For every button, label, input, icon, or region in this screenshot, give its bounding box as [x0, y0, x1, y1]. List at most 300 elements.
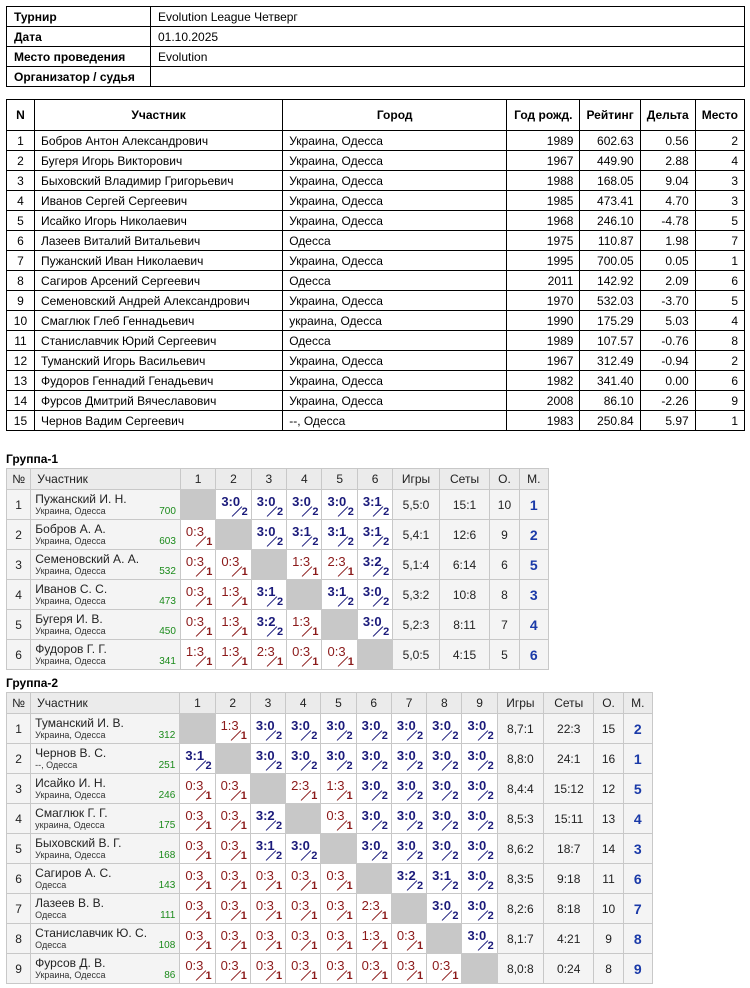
match-score: 3:0	[467, 778, 487, 793]
match-points: 1	[205, 910, 212, 922]
match-result	[321, 924, 356, 954]
match-result	[251, 490, 286, 520]
match-points: 1	[311, 910, 318, 922]
group-col-opponent: 5	[321, 693, 356, 714]
match-result	[286, 864, 321, 894]
match-points: 1	[275, 910, 283, 922]
match-result	[391, 804, 426, 834]
participant-delta: 0.00	[640, 371, 695, 391]
participant-city: Украина, Одесса	[283, 191, 507, 211]
group-col-opponent: 9	[462, 693, 497, 714]
match-points: 1	[205, 790, 212, 802]
match-result	[357, 490, 392, 520]
participant-name: Туманский Игорь Васильевич	[34, 351, 282, 371]
match-result	[286, 834, 321, 864]
group-player-place: 5	[519, 550, 548, 580]
group-player-points: 9	[594, 924, 623, 954]
match-score: 0:3	[221, 554, 240, 569]
participant-name: Семеновский Андрей Александрович	[34, 291, 282, 311]
match-score: 0:3	[220, 958, 239, 973]
group-col-opponent: 2	[216, 469, 251, 490]
match-score: 3:0	[467, 718, 487, 733]
match-result	[391, 834, 426, 864]
group-player-games: 5,2:3	[393, 610, 440, 640]
group-col-player: Участник	[31, 469, 181, 490]
match-points: 2	[381, 730, 388, 742]
participant-city: Украина, Одесса	[283, 211, 507, 231]
participant-name: Станиславчик Юрий Сергеевич	[34, 331, 282, 351]
match-score: 1:3	[361, 928, 380, 943]
match-score: 3:2	[255, 808, 275, 823]
group-player-sets: 6:14	[439, 550, 490, 580]
participant-name: Чернов Вадим Сергеевич	[34, 411, 282, 431]
group-player-games: 8,6:2	[497, 834, 543, 864]
match-points: 1	[381, 970, 388, 982]
group-player-row	[7, 864, 653, 894]
group-player-city: Украина, Одесса	[35, 506, 106, 516]
participant-city: Украина, Одесса	[283, 351, 507, 371]
group-player-rating: 108	[158, 940, 176, 951]
participant-row	[7, 311, 745, 331]
participant-birth-year: 1990	[507, 311, 580, 331]
match-score: 3:0	[467, 748, 487, 763]
participant-number: 11	[7, 331, 35, 351]
match-result	[286, 954, 321, 984]
match-result	[427, 714, 462, 744]
participant-birth-year: 1983	[507, 411, 580, 431]
match-score: 0:3	[327, 644, 346, 659]
match-points: 2	[383, 626, 390, 638]
match-score: 3:0	[396, 718, 416, 733]
group-col-opponent: 4	[286, 693, 321, 714]
match-points: 1	[206, 566, 213, 578]
participant-name: Бобров Антон Александрович	[34, 131, 282, 151]
group-player-number: 1	[7, 490, 31, 520]
group-player-number: 6	[7, 640, 31, 670]
info-row	[7, 7, 745, 27]
match-points: 2	[275, 730, 283, 742]
group-player-row	[7, 924, 653, 954]
match-points: 2	[312, 506, 319, 518]
match-points: 2	[487, 820, 494, 832]
match-points: 1	[240, 970, 247, 982]
group-player-name: Лазеев В. В.	[35, 896, 105, 910]
match-points: 2	[487, 940, 494, 952]
group-player-number: 2	[7, 744, 31, 774]
participant-place: 4	[695, 151, 744, 171]
participant-name: Лазеев Виталий Витальевич	[34, 231, 282, 251]
group-player-city: Украина, Одесса	[35, 970, 106, 980]
match-points: 1	[346, 880, 353, 892]
group-player-place: 9	[623, 954, 652, 984]
group-player-sets: 18:7	[544, 834, 594, 864]
match-result	[287, 640, 322, 670]
match-points: 1	[452, 970, 459, 982]
match-score: 0:3	[255, 898, 274, 913]
match-score: 3:0	[361, 778, 381, 793]
group-player-number: 3	[7, 550, 31, 580]
match-score: 0:3	[255, 958, 274, 973]
match-score: 3:1	[185, 748, 205, 763]
group-player-points: 11	[594, 864, 623, 894]
match-score: 3:0	[467, 868, 487, 883]
info-value: Evolution	[151, 47, 745, 67]
group-player-number: 9	[7, 954, 31, 984]
match-points: 2	[241, 506, 248, 518]
group-self-cell	[391, 894, 426, 924]
match-score: 2:3	[361, 898, 380, 913]
group-player-games: 5,3:2	[393, 580, 440, 610]
group-player-name: Быховский В. Г.	[35, 836, 122, 850]
participant-name: Исайко Игорь Николаевич	[34, 211, 282, 231]
participant-number: 6	[7, 231, 35, 251]
group-player-row	[7, 774, 653, 804]
participant-place: 6	[695, 371, 744, 391]
match-score: 1:3	[292, 614, 311, 629]
participant-row	[7, 371, 745, 391]
match-result	[322, 640, 357, 670]
match-result	[287, 550, 322, 580]
participant-birth-year: 1989	[507, 331, 580, 351]
participant-delta: 2.88	[640, 151, 695, 171]
group-player-number: 4	[7, 580, 31, 610]
group-player-points: 10	[490, 490, 519, 520]
match-points: 2	[346, 730, 353, 742]
group-player-row	[7, 490, 549, 520]
participant-city: украина, Одесса	[283, 311, 507, 331]
group-player-name: Бугеря И. В.	[35, 612, 103, 626]
group-player-rating: 700	[159, 506, 176, 517]
match-result	[286, 924, 321, 954]
participant-row	[7, 131, 745, 151]
group-player-points: 8	[490, 580, 519, 610]
match-score: 3:0	[256, 494, 276, 509]
group-player-city: Украина, Одесса	[35, 596, 106, 606]
participant-name: Сагиров Арсений Сергеевич	[34, 271, 282, 291]
group-player-city: Украина, Одесса	[35, 626, 106, 636]
match-points: 1	[311, 940, 318, 952]
group-2-table	[6, 692, 653, 984]
match-score: 1:3	[326, 778, 345, 793]
match-points: 1	[241, 566, 248, 578]
match-points: 1	[311, 970, 318, 982]
participant-row	[7, 191, 745, 211]
match-score: 0:3	[185, 808, 204, 823]
match-points: 2	[417, 820, 424, 832]
participant-rating: 312.49	[580, 351, 640, 371]
group-self-cell	[462, 954, 497, 984]
match-result	[391, 924, 426, 954]
match-points: 1	[240, 730, 247, 742]
group-player-row	[7, 954, 653, 984]
tournament-info-table	[6, 6, 745, 87]
match-score: 1:3	[292, 554, 311, 569]
match-score: 3:2	[362, 554, 382, 569]
participant-rating: 175.29	[580, 311, 640, 331]
match-score: 0:3	[185, 554, 204, 569]
group-col-opponent: 1	[180, 469, 215, 490]
match-points: 1	[346, 940, 353, 952]
participant-delta: 2.09	[640, 271, 695, 291]
group-player-row	[7, 640, 549, 670]
match-result	[356, 924, 391, 954]
match-points: 2	[275, 850, 283, 862]
group-player-points: 15	[594, 714, 623, 744]
participant-row	[7, 291, 745, 311]
group-player-rating: 143	[158, 880, 176, 891]
match-score: 3:0	[396, 778, 416, 793]
match-result	[462, 774, 497, 804]
group-player-cell	[31, 714, 180, 744]
group-self-cell	[287, 580, 322, 610]
match-score: 3:0	[256, 524, 276, 539]
match-score: 1:3	[220, 718, 239, 733]
match-result	[356, 954, 391, 984]
participant-name: Смаглюк Глеб Геннадьевич	[34, 311, 282, 331]
match-points: 2	[381, 820, 388, 832]
match-result	[391, 864, 426, 894]
match-result	[180, 520, 215, 550]
group-player-city: Украина, Одесса	[35, 566, 106, 576]
group-player-city: --, Одесса	[35, 760, 78, 770]
group-col-place: М.	[623, 693, 652, 714]
match-points: 2	[311, 760, 318, 772]
participant-number: 2	[7, 151, 35, 171]
match-score: 0:3	[326, 928, 345, 943]
group-player-sets: 8:11	[439, 610, 490, 640]
match-result	[356, 714, 391, 744]
match-score: 3:1	[432, 868, 451, 883]
group-player-cell	[31, 834, 180, 864]
group-player-rating: 341	[159, 656, 176, 667]
group-player-sets: 10:8	[439, 580, 490, 610]
group-player-place: 1	[519, 490, 548, 520]
match-points: 2	[452, 910, 459, 922]
match-score: 3:0	[467, 928, 487, 943]
match-result	[216, 580, 251, 610]
participant-rating: 700.05	[580, 251, 640, 271]
match-points: 2	[381, 760, 388, 772]
match-score: 3:0	[361, 748, 381, 763]
match-points: 1	[240, 790, 247, 802]
group-col-opponent: 3	[251, 469, 286, 490]
participant-row	[7, 251, 745, 271]
match-score: 2:3	[291, 778, 310, 793]
match-score: 3:0	[432, 718, 451, 733]
group-player-rating: 111	[160, 910, 176, 921]
match-result	[322, 520, 357, 550]
match-score: 3:0	[467, 808, 487, 823]
match-result	[391, 774, 426, 804]
match-score: 0:3	[185, 778, 204, 793]
match-score: 3:1	[327, 584, 347, 599]
group-player-sets: 15:12	[544, 774, 594, 804]
match-points: 1	[417, 940, 424, 952]
participant-number: 5	[7, 211, 35, 231]
group-player-sets: 12:6	[439, 520, 490, 550]
match-score: 0:3	[396, 958, 415, 973]
match-points: 1	[240, 820, 247, 832]
match-score: 0:3	[185, 868, 204, 883]
group-player-cell	[31, 804, 180, 834]
group-player-row	[7, 520, 549, 550]
match-result	[286, 894, 321, 924]
group-col-place: М.	[519, 469, 548, 490]
match-score: 0:3	[255, 868, 274, 883]
match-score: 0:3	[326, 898, 345, 913]
group-player-sets: 15:1	[439, 490, 490, 520]
match-points: 1	[312, 626, 319, 638]
match-points: 2	[417, 880, 424, 892]
group-player-place: 3	[623, 834, 652, 864]
match-score: 0:3	[291, 928, 310, 943]
match-points: 1	[240, 850, 247, 862]
group-player-place: 1	[623, 744, 652, 774]
group-self-cell	[356, 864, 391, 894]
match-points: 1	[205, 880, 212, 892]
match-score: 0:3	[185, 838, 204, 853]
participant-rating: 86.10	[580, 391, 640, 411]
participant-rating: 246.10	[580, 211, 640, 231]
match-points: 1	[206, 536, 213, 548]
group-player-points: 5	[490, 640, 519, 670]
group-player-city: Одесса	[35, 880, 67, 890]
group-player-games: 8,8:0	[497, 744, 543, 774]
group-player-sets: 0:24	[544, 954, 594, 984]
match-score: 3:2	[256, 614, 276, 629]
participant-rating: 107.57	[580, 331, 640, 351]
group-player-place: 2	[519, 520, 548, 550]
match-result	[427, 954, 462, 984]
group-player-city: Одесса	[35, 910, 67, 920]
match-result	[250, 954, 285, 984]
match-points: 1	[381, 940, 388, 952]
group-player-number: 4	[7, 804, 31, 834]
match-points: 1	[276, 656, 284, 668]
match-result	[391, 744, 426, 774]
participant-city: --, Одесса	[283, 411, 507, 431]
group-player-name: Смаглюк Г. Г.	[35, 806, 108, 820]
group-player-games: 8,3:5	[497, 864, 543, 894]
group-player-city: Украина, Одесса	[35, 536, 106, 546]
match-score: 0:3	[255, 928, 274, 943]
match-points: 1	[311, 880, 318, 892]
participant-number: 9	[7, 291, 35, 311]
match-points: 2	[276, 626, 284, 638]
match-points: 1	[346, 790, 353, 802]
group-col-sets: Сеты	[439, 469, 490, 490]
participant-place: 1	[695, 251, 744, 271]
match-result	[250, 864, 285, 894]
group-player-place: 2	[623, 714, 652, 744]
participant-city: Украина, Одесса	[283, 371, 507, 391]
participant-rating: 473.41	[580, 191, 640, 211]
match-result	[250, 894, 285, 924]
match-result	[180, 744, 215, 774]
match-result	[216, 550, 251, 580]
participant-place: 5	[695, 211, 744, 231]
match-points: 2	[347, 506, 354, 518]
match-result	[286, 744, 321, 774]
match-result	[180, 610, 215, 640]
group-player-city: украина, Одесса	[35, 820, 105, 830]
group-player-rating: 251	[158, 760, 176, 771]
match-score: 0:3	[326, 958, 345, 973]
group-col-opponent: 6	[356, 693, 391, 714]
match-result	[216, 610, 251, 640]
match-points: 2	[383, 506, 390, 518]
match-result	[462, 744, 497, 774]
match-score: 3:0	[326, 718, 346, 733]
match-points: 2	[452, 850, 459, 862]
info-row	[7, 47, 745, 67]
match-points: 1	[346, 970, 353, 982]
match-result	[251, 640, 286, 670]
group-player-city: Украина, Одесса	[35, 850, 106, 860]
group-player-name: Сагиров А. С.	[35, 866, 112, 880]
group-player-games: 5,0:5	[393, 640, 440, 670]
participants-col-header: Место	[695, 100, 744, 131]
group-player-place: 4	[519, 610, 548, 640]
group-col-games: Игры	[393, 469, 440, 490]
match-points: 2	[347, 596, 354, 608]
participant-number: 10	[7, 311, 35, 331]
match-result	[356, 804, 391, 834]
group-col-opponent: 6	[357, 469, 392, 490]
group-player-number: 5	[7, 834, 31, 864]
match-result	[251, 520, 286, 550]
participant-place: 9	[695, 391, 744, 411]
group-self-cell	[215, 744, 250, 774]
group-player-cell	[31, 520, 181, 550]
match-points: 1	[241, 656, 248, 668]
group-player-points: 13	[594, 804, 623, 834]
participant-birth-year: 2011	[507, 271, 580, 291]
participant-name: Пужанский Иван Николаевич	[34, 251, 282, 271]
match-score: 3:0	[396, 838, 416, 853]
group-player-name: Туманский И. В.	[35, 716, 124, 730]
group-player-points: 8	[594, 954, 623, 984]
group-self-cell	[286, 804, 321, 834]
group-player-number: 8	[7, 924, 31, 954]
match-points: 2	[487, 760, 494, 772]
info-label: Место проведения	[7, 47, 151, 67]
participant-row	[7, 231, 745, 251]
participant-city: Украина, Одесса	[283, 171, 507, 191]
participant-name: Иванов Сергей Сергеевич	[34, 191, 282, 211]
group-player-cell	[31, 610, 181, 640]
group-player-cell	[31, 490, 181, 520]
match-result	[215, 894, 250, 924]
group-player-name: Фудоров Г. Г.	[35, 642, 107, 656]
participants-header	[7, 100, 745, 131]
match-score: 3:0	[326, 748, 346, 763]
participants-col-header: Рейтинг	[580, 100, 640, 131]
participant-rating: 341.40	[580, 371, 640, 391]
participant-delta: -0.94	[640, 351, 695, 371]
match-result	[216, 640, 251, 670]
participant-row	[7, 151, 745, 171]
group-player-name: Станиславчик Ю. С.	[35, 926, 148, 940]
group-player-place: 3	[519, 580, 548, 610]
participant-city: Украина, Одесса	[283, 131, 507, 151]
match-result	[427, 744, 462, 774]
match-result	[250, 834, 285, 864]
match-points: 1	[311, 790, 318, 802]
match-points: 1	[205, 940, 212, 952]
participant-number: 4	[7, 191, 35, 211]
match-points: 1	[275, 940, 283, 952]
